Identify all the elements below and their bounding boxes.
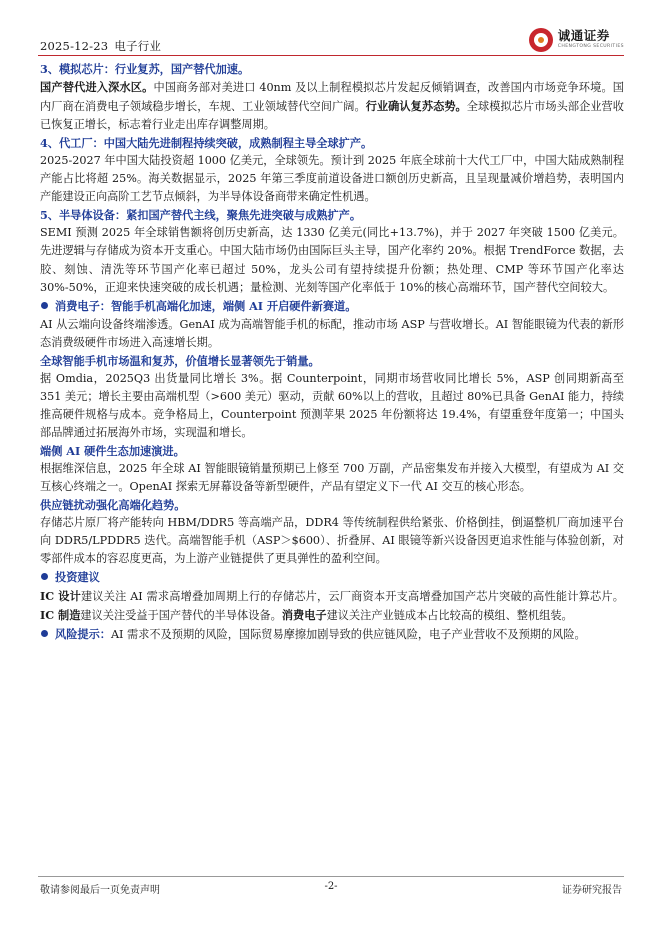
bullet-icon xyxy=(41,630,48,637)
company-logo xyxy=(529,26,624,54)
risk-label: 风险提示： xyxy=(55,627,111,642)
page-footer xyxy=(40,881,622,897)
invest-ic-mfg-text: 建议关注受益于国产替代的半导体设备。 xyxy=(80,609,282,623)
consumer-paragraph-3: 根据维深信息，2025 年全球 AI 智能眼镜销量预期已上修至 700 万副，产品密集发布并接入大模型，有望成为 AI 交互核心终端之一。OpenAI 探索无屏幕设备等新型硬件，产品有望定义下一代 AI 交互的核心形态。 xyxy=(40,462,624,494)
header-rule xyxy=(38,55,624,56)
invest-ic-design-text: 建议关注 AI 需求高增叠加周期上行的存储芯片，云厂商资本开支高增叠加国产芯片突破的高性能计算芯片。 xyxy=(80,590,624,604)
bullet-icon xyxy=(41,302,48,309)
invest-ic-mfg-label: IC 制造 xyxy=(40,608,81,623)
risk-paragraph xyxy=(40,625,624,644)
invest-ic-design-label: IC 设计 xyxy=(40,589,81,604)
consumer-heading: 消费电子：智能手机高端化加速，端侧 AI 开启硬件新赛道。 xyxy=(55,298,357,313)
report-type: 证券研究报告 xyxy=(562,885,622,896)
section-3-lead: 国产替代进入深水区。 xyxy=(40,80,154,95)
footer-rule xyxy=(38,876,624,877)
consumer-subheading-3: 供应链扰动强化高端化趋势。 xyxy=(40,498,186,513)
header-info xyxy=(40,38,161,54)
section-5-paragraph: SEMI 预测 2025 年全球销售额将创历史新高，达 1330 亿美元(同比+13.7%)，并于 2027 年突破 1500 亿美元。先进逻辑与存储成为资本开支重心。中国大陆市场仍由国际巨头主导，国产化率约 20%。根据 TrendForce 数据，去胶、刻蚀、清洗等环节国产化率已超过 50%，龙头公司有望持续提升份额；热处理、CMP 等环节国产化率达 30%-50%，正迎来快速突破的成长机遇；量检测、光刻等国产化率低于 10%的核心高端环节，国产替代空间较大。 xyxy=(40,226,624,294)
logo-cn: 诚通证券 xyxy=(557,28,610,44)
consumer-subheading-2: 端侧 AI 硬件生态加速演进。 xyxy=(40,443,185,458)
invest-heading: 投资建议 xyxy=(55,570,100,585)
logo-mark-icon xyxy=(529,28,553,52)
section-3-bold-mid: 行业确认复苏态势。 xyxy=(365,99,467,114)
consumer-paragraph-2: 据 Omdia，2025Q3 出货量同比增长 3%。据 Counterpoint，同期市场营收同比增长 5%，ASP 创同期新高至 351 美元；增长主要由高端机型（>600 美元）驱动，贡献 60%以上的营收，且超过 80%已具备 GenAI 能力，持续推高硬件规格与成本。竞争格局上，Counterpoint 预测苹果 2025 年份额将达 19.4%，有望重登年度第一；中国头部品牌通过拓展海外市场，实现温和增长。 xyxy=(40,371,624,439)
report-date: 2025-12-23 xyxy=(40,39,109,53)
section-3-paragraph xyxy=(40,78,624,134)
section-3-text1: 中国商务部对美进口 40nm 及以上制程模拟芯片发起反倾销调查，改善国内市场竞争环境。国内厂商在消费电子领域稳步增长，车规、工业领域替代空间广阔。 xyxy=(40,81,624,114)
report-body xyxy=(40,60,624,645)
risk-text: AI 需求不及预期的风险，国际贸易摩擦加剧导致的供应链风险，电子产业营收不及预期的风险。 xyxy=(110,628,586,642)
section-4-paragraph: 2025-2027 年中国大陆投资超 1000 亿美元，全球领先。预计到 2025 年底全球前十大代工厂中，中国大陆成熟制程产能占比将超 25%。海关数据显示，2025 年第三季度前道设备进口额创历史新高，且呈现量减价增趋势，表明国内产能建设正向高阶工艺节点倾斜，为半导体设备商带来确定性机遇。 xyxy=(40,154,624,204)
disclaimer-note: 敬请参阅最后一页免责声明 xyxy=(40,885,160,896)
invest-heading-line xyxy=(40,568,624,587)
consumer-heading-line xyxy=(40,297,624,316)
consumer-paragraph-1: AI 从云端向设备终端渗透。GenAI 成为高端智能手机的标配，推动市场 ASP 与营收增长。AI 智能眼镜为代表的新形态消费级硬件市场进入高速增长期。 xyxy=(40,317,624,349)
page-number: -2- xyxy=(324,881,338,892)
invest-consumer-text: 建议关注产业链成本占比较高的模组、整机组装。 xyxy=(326,609,573,623)
section-4-heading: 4、代工厂：中国大陆先进制程持续突破，成熟制程主导全球扩产。 xyxy=(40,136,373,151)
section-3-heading: 3、模拟芯片：行业复苏，国产替代加速。 xyxy=(40,62,250,76)
industry-name: 电子行业 xyxy=(114,39,162,53)
invest-paragraph xyxy=(40,587,624,625)
consumer-subheading-1: 全球智能手机市场温和复苏，价值增长显著领先于销量。 xyxy=(40,353,320,368)
invest-consumer-label: 消费电子 xyxy=(281,608,327,623)
logo-en: CHENGTONG SECURITIES xyxy=(557,43,624,49)
consumer-paragraph-4: 存储芯片原厂将产能转向 HBM/DDR5 等高端产品，DDR4 等传统制程供给紧张、价格倒挂，倒逼整机厂商加速平台向 DDR5/LPDDR5 迭代。高端智能手机（ASP＞$600）、折叠屏、AI 眼镜等新兴设备因更追求性能与体验创新，对零部件成本的容忍度更高，为上游产业链提供了更具弹性的盈利空间。 xyxy=(40,516,624,566)
page-header xyxy=(38,26,624,54)
section-5-heading: 5、半导体设备：紧扣国产替代主线，聚焦先进突破与成熟扩产。 xyxy=(40,208,362,223)
section-3-text2: 全球模拟芯片市场头部企业营收已恢复正增长，标志着行业走出库存调整周期。 xyxy=(40,100,624,132)
bullet-icon xyxy=(41,573,48,580)
